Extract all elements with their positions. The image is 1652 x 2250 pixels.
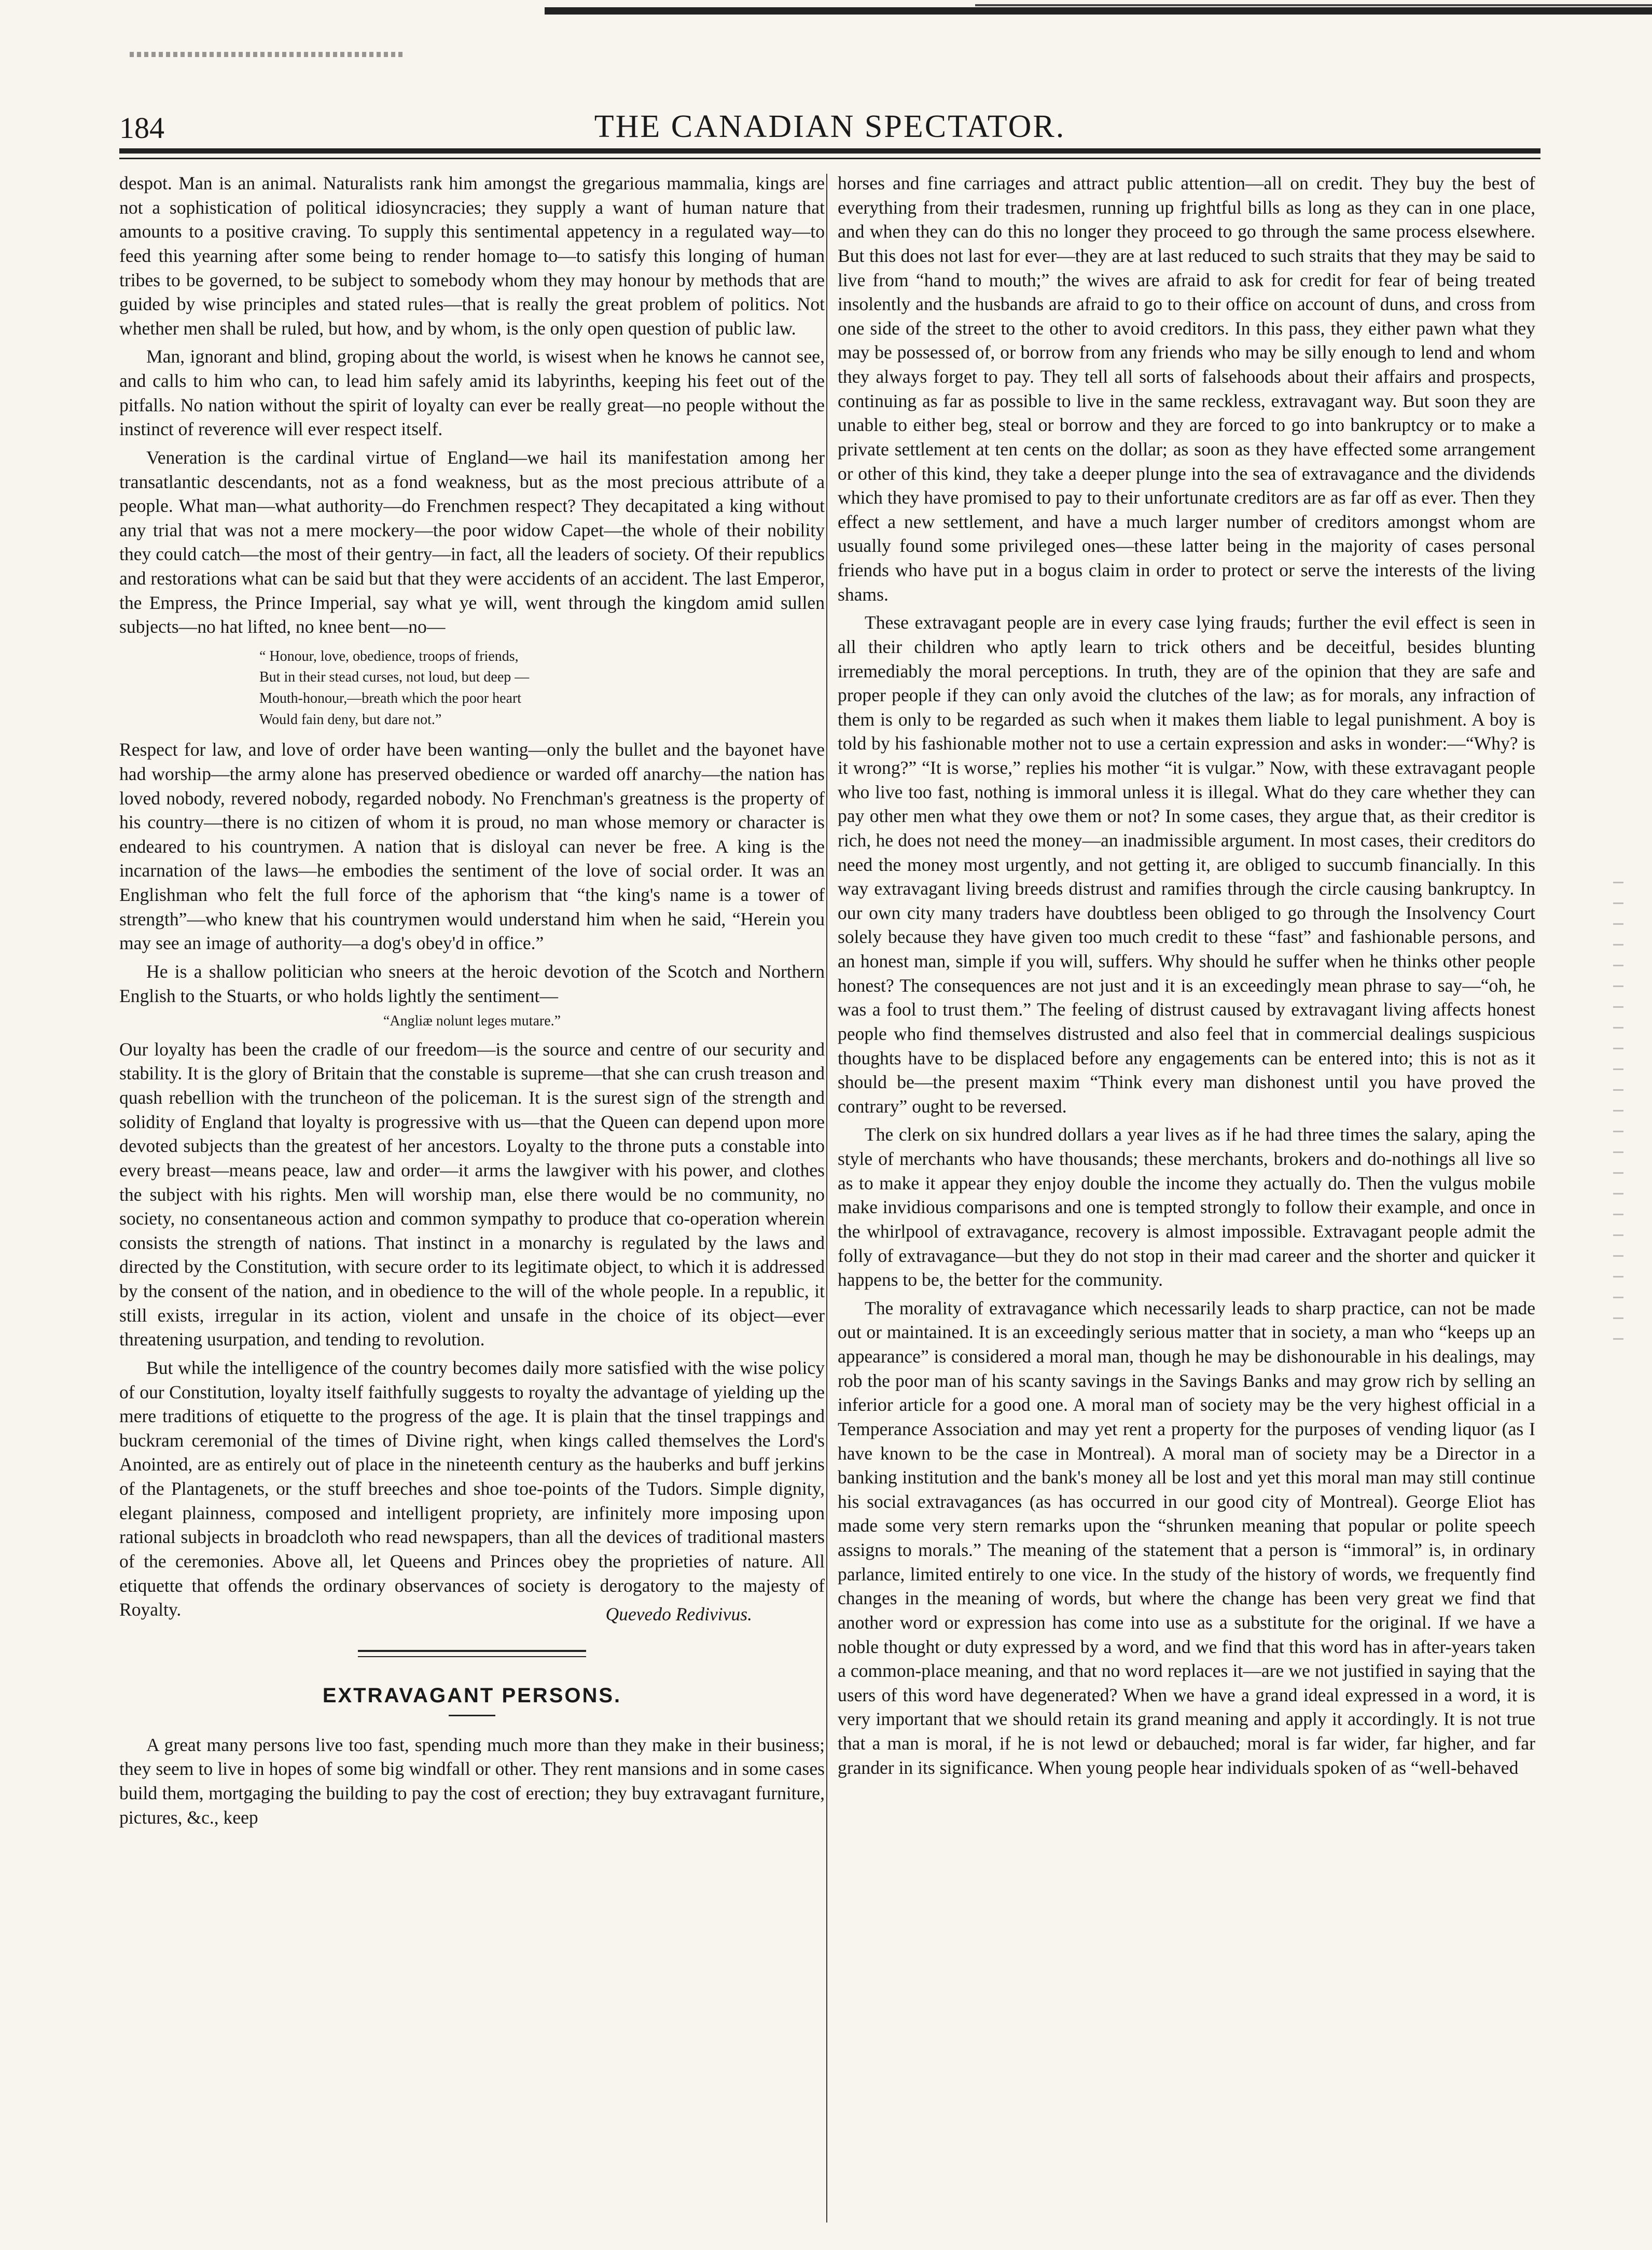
page-header xyxy=(119,109,1540,145)
poem-line: Would fain deny, but dare not.” xyxy=(259,711,442,728)
paragraph: Man, ignorant and blind, groping about the world, is wisest when he knows he cannot see, and calls to him who can, to lead him safely amid its labyrinths, keeping his feet out of the pitfalls. No nation without the spirit of loyalty can ever be really great—no people without the instinct of reverence will ever respect itself. xyxy=(119,346,825,440)
paragraph: despot. Man is an animal. Naturalists rank him amongst the gregarious mammalia, kings are not a sophistication of political idiosyncracies; they supply a want of human nature that amounts to a positive craving. To supply this sentimental appetency in a regulated way—to feed this yearning after some being to render homage to—to satisfy this longing of human tribes to be governed, to be subject to somebody whom they may honour by methods that are guided by wise principles and stated rules—that is really the great problem of politics. Not whether men shall be ruled, but how, and by whom, is the only open question of public law. xyxy=(119,173,825,339)
heading-underline xyxy=(449,1715,495,1716)
left-column xyxy=(119,171,825,2225)
column-divider xyxy=(826,174,827,2223)
author-signature: Quevedo Redivivus. xyxy=(605,1603,752,1624)
paragraph: But while the intelligence of the country becomes daily more satisfied with the wise policy of our Constitution, loyalty itself faithfully suggests to royalty the advantage of yielding up the mere traditions of etiquette to the progress of the age. It is plain that the tinsel trappings and buckram ceremonial of the times of Divine right, when kings called themselves the Lord's Anointed, are as entirely out of place in the nineteenth century as the hauberks and buff jerkins of the Plantagenets, or the stuff breeches and shoe toe-points of the Tudors. Simple dignity, elegant plainness, composed and intelligent propriety, are infinitely more imposing upon rational subjects in broadcloth who read newspapers, than all the devices of traditional masters of the ceremonies. Above all, let Queens and Princes obey the proprieties of nature. All etiquette that offends the ordinary observances of society is derogatory to the majesty of Royalty. xyxy=(119,1357,825,1620)
header-rule-thick xyxy=(119,148,1540,154)
paragraph: He is a shallow politician who sneers at the heroic devotion of the Scotch and Northern English to the Stuarts, or who holds lightly the sentiment— xyxy=(119,961,825,1006)
paragraph: Respect for law, and love of order have been wanting—only the bullet and the bayonet have had worship—the army alone has preserved obedience or warded off anarchy—the nation has loved nobody, revered nobody, regarded nobody. No Frenchman's greatness is the property of his country—there is no citizen of whom it is proud, no man whose memory or character is endeared to his countrymen. A nation that is disloyal can never be free. A king is the incarnation of the laws—he embodies the sentiment of the love of social order. It was an Englishman who felt the full force of the aphorism that “the king's name is a tower of strength”—who knew that his countrymen would understand him when he said, “Herein you may see an image of authority—a dog's obey'd in office.” xyxy=(119,739,825,954)
paragraph: The clerk on six hundred dollars a year lives as if he had three times the salary, aping the style of merchants who have thousands; these merchants, brokers and do-nothings all live so as to make it appear they enjoy double the income they actually do. Then the vulgus mobile make invidious comparisons and one is tempted strongly to follow their example, and once in the whirlpool of extravagance, recovery is almost impossible. Extravagant people admit the folly of extravagance—but they do not stop in their mad career and the shorter and quicker it happens to be, the better for the community. xyxy=(838,1124,1535,1290)
poem-line: But in their stead curses, not loud, but deep — xyxy=(259,669,530,686)
paragraph: These extravagant people are in every case lying frauds; further the evil effect is seen in all their children who aptly learn to trick others and be deceitful, besides blunting irremediably the moral perceptions. In truth, they are of the opinion that they are safe and proper people if they can only avoid the clutches of the law; as for morals, any infraction of them is only to be regarded as such when it makes them liable to legal punishment. A boy is told by his fashionable mother not to use a certain expression and asks in wonder:—“Why? is it wrong?” “It is worse,” replies his mother “it is vulgar.” Now, with these extravagant people who live too fast, nothing is immoral unless it is illegal. What do they care whether they can pay other men what they owe them or not? In some cases, they argue that, as their creditor is rich, he does not need the money—an inadmissible argument. In most cases, their creditors do need the money most urgently, and not getting it, are obliged to succumb financially. In this way extravagant living breeds distrust and ramifies through the circle causing bankruptcy. In our own city many traders have doubtless been obliged to go through the Insolvency Court solely because they have given too much credit to these “fast” and fashionable persons, and an honest man, simple if you will, suffers. Why should he suffer when he thinks other people honest? The consequences are not just and it is an exceedingly mean phrase to say—“oh, he was a fool to trust them.” The feeling of distrust caused by extravagant living affects honest people who find themselves distrusted and also feel that in commercial dealings suspicious thoughts have to be displaced before any engagements can be entered into; this is not as it should be—the present maxim “Think every man dishonest until you have proved the contrary” ought to be reversed. xyxy=(838,612,1535,1117)
right-column xyxy=(838,171,1535,2225)
section-divider xyxy=(358,1650,586,1657)
article-heading: EXTRAVAGANT PERSONS. xyxy=(322,1684,622,1707)
scan-artifact xyxy=(130,52,405,57)
latin-quote: “Angliæ nolunt leges mutare.” xyxy=(383,1013,561,1030)
header-rule-thin xyxy=(119,158,1540,159)
paragraph: The morality of extravagance which necessarily leads to sharp practice, can not be made out or maintained. It is an exceedingly serious matter that in society, a man who “keeps up an appearance” is considered a moral man, though he may be dishonourable in his dealings, may rob the poor man of his scanty savings in the Savings Banks and may grow rich by selling an inferior article for a good one. A moral man of society may be the very highest official in a Temperance Association and may yet rent a property for the purposes of vending liquor (as I have known to be the case in Montreal). A moral man of society may be a Director in a banking institution and the bank's money all be lost and yet this moral man may still continue his social extravagances (as has occurred in our good city of Montreal). George Eliot has made some very stern remarks upon the “shrunken meaning that popular or polite speech assigns to morals.” The meaning of the statement that a person is “immoral” is, in ordinary parlance, limited entirely to one vice. In the study of the history of words, we frequently find changes in the meaning of words, but where the change has been very great we find that another word or expression has come into use as a substitute for the original. If we have a noble thought or duty expressed by a word, and we find that this word has in after-years taken a common-place meaning, and that no word replaces it—are we not justified in saying that the users of this word have degenerated? When we have a grand ideal expressed in a word, it is very important that we should retain its grand meaning and apply it accordingly. It is not true that a man is moral, if he is not lewd or debauched; moral is far wider, far higher, and far grander in its significance. When young people hear individuals spoken of as “well-behaved xyxy=(838,1297,1535,1778)
poem-line: “ Honour, love, obedience, troops of friends, xyxy=(259,648,519,664)
poem-line: Mouth-honour,—breath which the poor heart xyxy=(259,690,522,707)
page-number: 184 xyxy=(119,111,164,145)
paragraph: Veneration is the cardinal virtue of England—we hail its manifestation among her transatlantic descendants, not as a fond weakness, but as the most precious attribute of a people. What man—what authority—do Frenchmen respect? They decapitated a king without any trial that was not a mere mockery—the poor widow Capet—the whole of their nobility they could catch—the most of their gentry—in fact, all the leaders of society. Of their republics and restorations what can be said but that they were accidents of an accident. The last Emperor, the Empress, the Prince Imperial, say what ye will, went through the kingdom amid sullen subjects—no hat lifted, no knee bent—no— xyxy=(119,447,825,637)
poem-quote xyxy=(259,646,825,730)
scan-edge-line xyxy=(975,4,1652,6)
scan-top-border xyxy=(545,7,1652,15)
margin-marks xyxy=(1613,882,1623,1349)
paragraph: horses and fine carriages and attract public attention—all on credit. They buy the best of everything from their tradesmen, running up frightful bills as long as they can in one place, and when they can do this no longer they proceed to go through the same process elsewhere. But this does not last for ever—they are at last reduced to such straits that they may be said to live from “hand to mouth;” the wives are afraid to ask for credit for fear of being treated insolently and the husbands are afraid to go to their office on account of duns, and cross from one side of the street to the other to avoid creditors. In this pass, they either pawn what they may be possessed of, or borrow from any friends who may be silly enough to lend and whom they always forget to pay. They tell all sorts of falsehoods about their affairs and prospects, continuing as far as possible to live in the same reckless, extravagant way. But soon they are unable to either beg, steal or borrow and they are forced to go into bankruptcy or to make a private settlement at ten cents on the dollar; as soon as they have effected some arrangement or other of this kind, they take a deeper plunge into the sea of extravagance and the dividends which they have promised to pay to their unfortunate creditors are as far off as ever. Then they effect a new settlement, and have a much larger number of creditors amongst whom are usually found some privileged ones—these latter being in the majority of cases personal friends who have put in a bogus claim in order to protect or serve the interests of the living shams. xyxy=(838,173,1535,605)
paragraph: A great many persons live too fast, spending much more than they make in their business; they seem to live in hopes of some big windfall or other. They rent mansions and in some cases build them, mortgaging the building to pay the cost of erection; they buy extravagant furniture, pictures, &c., keep xyxy=(119,1734,825,1828)
publication-title: THE CANADIAN SPECTATOR. xyxy=(594,109,1066,144)
paragraph: Our loyalty has been the cradle of our freedom—is the source and centre of our security and stability. It is the glory of Britain that the constable is supreme—that she can crush treason and quash rebellion with the truncheon of the policeman. It is the surest sign of the strength and solidity of England that loyalty is progressive with us—that the Queen can depend upon more devoted subjects than the greatest of her ancestors. Loyalty to the throne puts a constable into every breast—means peace, law and order—it arms the lawgiver with his power, and clothes the subject with his rights. Men will worship man, else there would be no community, no society, no consentaneous action and common sympathy to produce that co-operation wherein consists the strength of nations. That instinct in a monarchy is regulated by the laws and directed by the Constitution, with secure order to its legitimate object, to which it is addressed by the consent of the nation, and in obedience to the will of the whole people. In a republic, it still exists, irregular in its action, violent and unsafe in the choice of its object—ever threatening usurpation, and tending to revolution. xyxy=(119,1038,825,1350)
